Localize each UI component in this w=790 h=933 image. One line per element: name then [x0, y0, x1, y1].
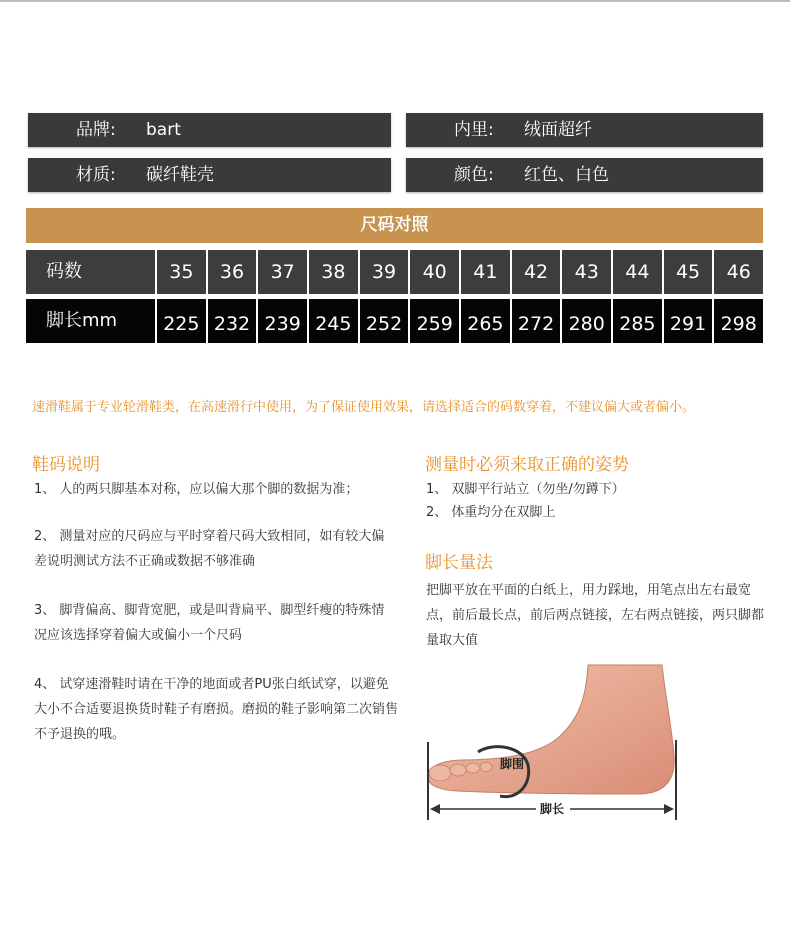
size-code-cell: 38 — [309, 250, 360, 294]
size-guide-item: 2、 测量对应的尺码应与平时穿着尺码大致相同，如有较大偏差说明测试方法不正确或数据不够准确 — [34, 529, 385, 569]
foot-length-cell: 280 — [562, 299, 613, 343]
size-code-cell: 36 — [208, 250, 259, 294]
size-code-cell: 46 — [726, 261, 751, 283]
spec-color — [406, 158, 763, 192]
size-code-cell: 40 — [410, 250, 461, 294]
size-code-cell: 35 — [157, 250, 208, 294]
size-guide-title: 鞋码说明 — [32, 455, 100, 475]
size-chart-title: 尺码对照 — [26, 208, 763, 243]
size-guide-item: 1、 人的两只脚基本对称，应以偏大那个脚的数据为准； — [34, 482, 359, 497]
foot-length-cell: 252 — [360, 299, 411, 343]
spec-material — [28, 158, 391, 192]
foot-length-cell: 232 — [208, 299, 259, 343]
spec-color-value: 红色、白色 — [524, 165, 609, 185]
size-guide-item: 4、 试穿速滑鞋时请在干净的地面或者PU张白纸试穿，以避免大小不合适要退换货时鞋子有磨损。磨损的鞋子影响第二次销售不予退换的哦。 — [34, 677, 399, 742]
size-code-cell: 41 — [461, 250, 512, 294]
size-code-cell: 45 — [664, 250, 715, 294]
foot-length-cell: 285 — [613, 299, 664, 343]
spec-color-key: 颜色: — [454, 165, 494, 185]
top-divider — [0, 0, 790, 2]
spec-lining — [406, 113, 763, 147]
size-code-cell: 42 — [512, 250, 563, 294]
method-title: 脚长量法 — [425, 553, 493, 573]
size-code-label: 码数 — [26, 250, 157, 294]
size-code-cell: 39 — [360, 250, 411, 294]
size-guide-item: 3、 脚背偏高、脚背宽肥，或是叫背扁平、脚型纤瘦的特殊情况应该选择穿着偏大或偏小一个尺码 — [34, 603, 385, 643]
arrow-right-icon — [664, 804, 674, 814]
arrow-left-icon — [430, 804, 440, 814]
foot-length-cell: 298 — [720, 313, 757, 335]
foot-length-cell: 245 — [309, 299, 360, 343]
posture-item: 2、 体重均分在双脚上 — [426, 505, 556, 520]
foot-measure-figure — [418, 660, 688, 825]
foot-length-cell: 272 — [512, 299, 563, 343]
foot-length-cell: 225 — [157, 299, 208, 343]
foot-length-cell: 291 — [664, 299, 715, 343]
posture-item: 1、 双脚平行站立（勿坐/勿蹲下） — [426, 482, 625, 497]
foot-length-cell: 259 — [410, 299, 461, 343]
spec-brand — [28, 113, 391, 147]
usage-note: 速滑鞋属于专业轮滑鞋类，在高速滑行中使用，为了保证使用效果，请选择适合的码数穿着，不建议偏大或者偏小。 — [32, 400, 696, 415]
spec-lining-value: 绒面超纤 — [524, 120, 592, 140]
size-code-cell: 44 — [613, 250, 664, 294]
foot-length-label: 脚长mm — [26, 299, 157, 343]
girth-label: 脚围 — [500, 757, 525, 771]
foot-length-cell: 265 — [461, 299, 512, 343]
posture-title: 测量时必须来取正确的姿势 — [425, 455, 629, 475]
spec-material-value: 碳纤鞋壳 — [146, 165, 214, 185]
spec-lining-key: 内里: — [454, 120, 494, 140]
spec-brand-key: 品牌: — [76, 120, 116, 140]
method-text: 把脚平放在平面的白纸上，用力踩地，用笔点出左右最宽点，前后最长点，前后两点链接，左右两点链接，两只脚都量取大值 — [426, 583, 765, 648]
foot-icon — [428, 665, 674, 794]
spec-brand-value: bart — [146, 120, 181, 140]
foot-length-row — [26, 299, 763, 343]
foot-length-cell: 239 — [258, 299, 309, 343]
length-label: 脚长 — [540, 802, 565, 816]
spec-material-key: 材质: — [76, 165, 116, 185]
size-code-cell: 43 — [562, 250, 613, 294]
size-code-cell: 37 — [258, 250, 309, 294]
size-code-row — [26, 250, 763, 294]
